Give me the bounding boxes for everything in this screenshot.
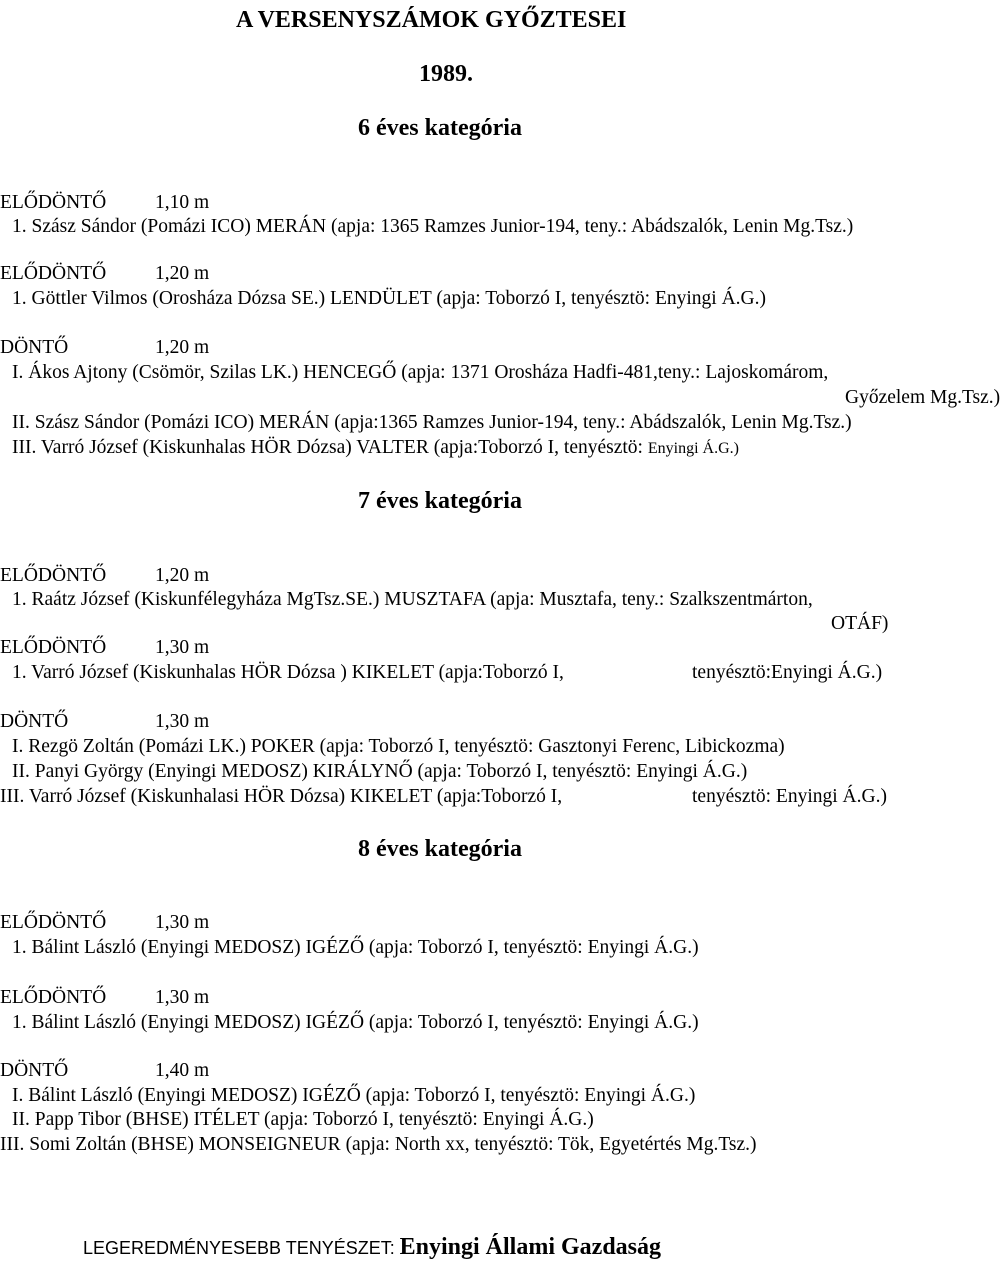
- result-line: III. Varró József (Kiskunhalas HÖR Dózsa) VALTER (apja:Toborzó I, tenyésztö: Enyingi Á.G.): [12, 437, 739, 458]
- document-year: 1989.: [419, 61, 473, 87]
- round-height: 1,20 m: [155, 263, 210, 284]
- best-breeder-label: LEGEREDMÉNYESEBB TENYÉSZET:: [83, 1238, 395, 1258]
- round-label: DÖNTŐ: [0, 1060, 69, 1081]
- round-height: 1,30 m: [155, 987, 210, 1008]
- round-height: 1,30 m: [155, 711, 210, 732]
- round-height: 1,30 m: [155, 912, 210, 933]
- category-title: 7 éves kategória: [358, 488, 522, 514]
- result-line: II. Panyi György (Enyingi MEDOSZ) KIRÁLYNŐ (apja: Toborzó I, tenyésztö: Enyingi Á.G.): [12, 761, 748, 782]
- best-breeder-value: Enyingi Állami Gazdaság: [399, 1234, 662, 1260]
- round-label: DÖNTŐ: [0, 711, 69, 732]
- result-line-continuation: tenyésztö: Enyingi Á.G.): [692, 786, 887, 807]
- round-label: ELŐDÖNTŐ: [0, 637, 107, 658]
- result-line: II. Szász Sándor (Pomázi ICO) MERÁN (apja:1365 Ramzes Junior-194, teny.: Abádszalók, Lenin Mg.Tsz.): [12, 412, 852, 433]
- round-label: ELŐDÖNTŐ: [0, 192, 107, 213]
- result-line: III. Somi Zoltán (BHSE) MONSEIGNEUR (apja: North xx, tenyésztö: Tök, Egyetértés Mg.Tsz.): [0, 1134, 757, 1155]
- result-line: I. Bálint László (Enyingi MEDOSZ) IGÉZŐ (apja: Toborzó I, tenyésztö: Enyingi Á.G.): [12, 1085, 696, 1106]
- document-title: A VERSENYSZÁMOK GYŐZTESEI: [236, 7, 627, 33]
- round-label: ELŐDÖNTŐ: [0, 912, 107, 933]
- best-breeder: [83, 1235, 661, 1259]
- result-line: I. Rezgö Zoltán (Pomázi LK.) POKER (apja: Toborzó I, tenyésztö: Gasztonyi Ferenc, Libickozma): [12, 736, 785, 757]
- result-line: 1. Varró József (Kiskunhalas HÖR Dózsa ) KIKELET (apja:Toborzó I,: [12, 662, 564, 683]
- round-height: 1,20 m: [155, 565, 210, 586]
- result-line: 1. Raátz József (Kiskunfélegyháza MgTsz.SE.) MUSZTAFA (apja: Musztafa, teny.: Szalkszentmárton,: [12, 589, 813, 610]
- round-label: DÖNTŐ: [0, 337, 69, 358]
- category-title: 6 éves kategória: [358, 115, 522, 141]
- result-line: 1. Göttler Vilmos (Orosháza Dózsa SE.) LENDÜLET (apja: Toborzó I, tenyésztö: Enyingi Á.G.): [12, 288, 767, 309]
- round-label: ELŐDÖNTŐ: [0, 987, 107, 1008]
- round-label: ELŐDÖNTŐ: [0, 263, 107, 284]
- result-line-continuation: Győzelem Mg.Tsz.): [845, 387, 1000, 408]
- category-title: 8 éves kategória: [358, 836, 522, 862]
- result-line: 1. Bálint László (Enyingi MEDOSZ) IGÉZŐ (apja: Toborzó I, tenyésztö: Enyingi Á.G.): [12, 1012, 699, 1033]
- round-height: 1,20 m: [155, 337, 210, 358]
- result-line: I. Ákos Ajtony (Csömör, Szilas LK.) HENCEGŐ (apja: 1371 Orosháza Hadfi-481,teny.: Lajoskomárom,: [12, 362, 829, 383]
- result-line: 1. Szász Sándor (Pomázi ICO) MERÁN (apja: 1365 Ramzes Junior-194, teny.: Abádszalók, Lenin Mg.Tsz.): [12, 216, 854, 237]
- round-height: 1,10 m: [155, 192, 210, 213]
- result-line: 1. Bálint László (Enyingi MEDOSZ) IGÉZŐ (apja: Toborzó I, tenyésztö: Enyingi Á.G.): [12, 937, 699, 958]
- result-line: III. Varró József (Kiskunhalasi HÖR Dózsa) KIKELET (apja:Toborzó I,: [0, 786, 563, 807]
- round-height: 1,30 m: [155, 637, 210, 658]
- result-line: II. Papp Tibor (BHSE) ITÉLET (apja: Toborzó I, tenyésztö: Enyingi Á.G.): [12, 1109, 594, 1130]
- result-line-continuation: OTÁF): [831, 613, 889, 634]
- round-label: ELŐDÖNTŐ: [0, 565, 107, 586]
- round-height: 1,40 m: [155, 1060, 210, 1081]
- result-line-continuation: tenyésztö:Enyingi Á.G.): [692, 662, 883, 683]
